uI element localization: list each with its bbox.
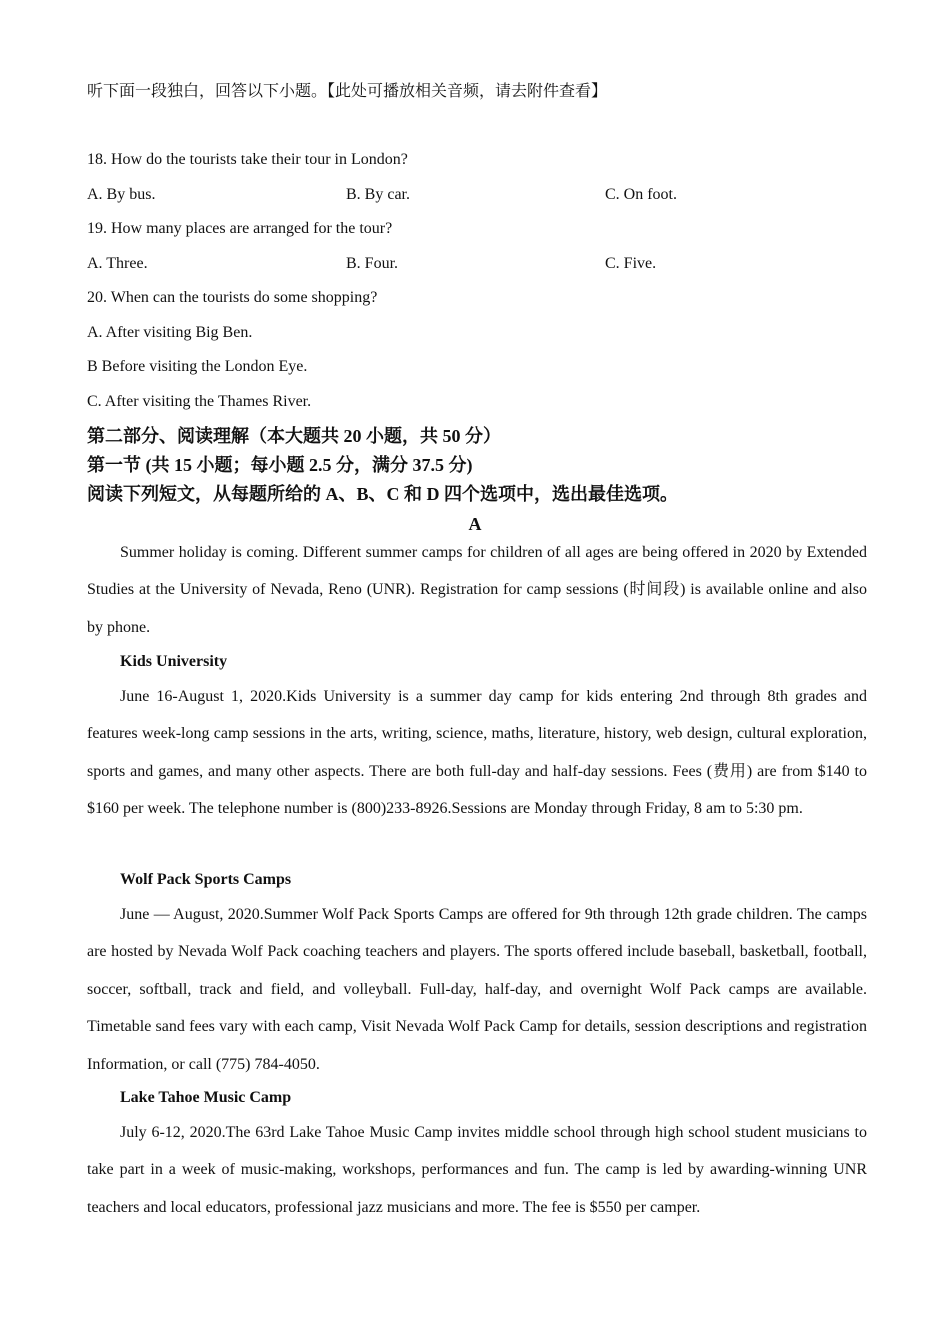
listening-intro: 听下面一段独白，回答以下小题。【此处可播放相关音频，请去附件查看】 — [87, 83, 608, 100]
camp-title-wolf-pack: Wolf Pack Sports Camps — [120, 871, 292, 888]
question-19-option-c: C. Five. — [605, 255, 657, 272]
question-18-option-c: C. On foot. — [605, 186, 677, 203]
section-sub-title: 第一节 (共 15 小题；每小题 2.5 分，满分 37.5 分) — [87, 455, 473, 475]
question-19-option-b: B. Four. — [346, 255, 399, 272]
question-20-option-b: B Before visiting the London Eye. — [87, 358, 308, 375]
question-18-option-b: B. By car. — [346, 186, 410, 203]
question-18-stem: 18. How do the tourists take their tour in London? — [87, 151, 408, 168]
camp-text-lake-tahoe: July 6-12, 2020.The 63rd Lake Tahoe Music Camp invites middle school through high school student musicians to take part in a week of music-making, workshops, performances and fun. The camp is led by awarding-winning UNR teachers and local educators, professional jazz musicians and more. The fee is $550 per camper. — [87, 1124, 867, 1216]
camp-text-kids-university: June 16-August 1, 2020.Kids University is a summer day camp for kids entering 2nd through 8th grades and features week-long camp sessions in the arts, writing, science, maths, literature, history, web design, cultural exploration, sports and games, and many other aspects. There are both full-day and half-day sessions. Fees (费用) are from $140 to $160 per week. The telephone number is (800)233-8926.Sessions are Monday through Friday, 8 am to 5:30 pm. — [87, 688, 867, 818]
section-instruction: 阅读下列短文，从每题所给的 A、B、C 和 D 四个选项中，选出最佳选项。 — [87, 484, 678, 504]
question-19-stem: 19. How many places are arranged for the tour? — [87, 220, 393, 237]
question-18-option-a: A. By bus. — [87, 186, 156, 203]
camp-title-lake-tahoe: Lake Tahoe Music Camp — [120, 1089, 292, 1106]
passage-label: A — [468, 514, 482, 534]
camp-text-wolf-pack: June — August, 2020.Summer Wolf Pack Sports Camps are offered for 9th through 12th grade children. The camps are hosted by Nevada Wolf Pack coaching teachers and players. The sports offered include baseball, basketball, football, soccer, softball, track and field, and volleyball. Full-day, half-day, and overnight Wolf Pack camps are available. Timetable sand fees vary with each camp, Visit Nevada Wolf Pack Camp for details, session descriptions and registration Information, or call (775) 784-4050. — [87, 906, 867, 1073]
camp-title-kids-university: Kids University — [120, 653, 228, 670]
question-20-option-c: C. After visiting the Thames River. — [87, 393, 312, 410]
question-20-stem: 20. When can the tourists do some shopping? — [87, 289, 378, 306]
passage-intro: Summer holiday is coming. Different summer camps for children of all ages are being offered in 2020 by Extended Studies at the University of Nevada, Reno (UNR). Registration for camp sessions (时间段) is available online and also by phone. — [87, 544, 867, 636]
question-19-option-a: A. Three. — [87, 255, 148, 272]
section-part-title: 第二部分、阅读理解（本大题共 20 小题，共 50 分） — [87, 426, 501, 446]
question-20-option-a: A. After visiting Big Ben. — [87, 324, 253, 341]
